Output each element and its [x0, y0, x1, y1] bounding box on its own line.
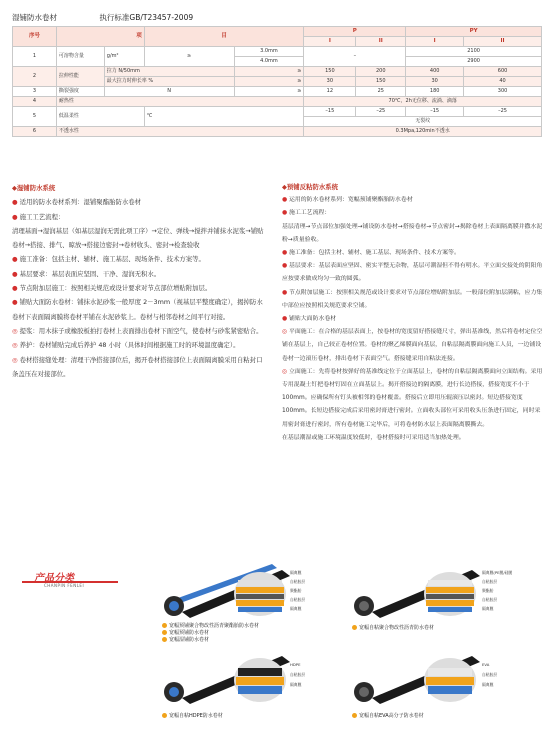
sub-py-i: I [406, 37, 464, 47]
category-badge [22, 568, 118, 592]
product-label: 宽幅预铺防水卷材 [162, 629, 209, 636]
product-label: 宽幅自粘聚合物改性沥青防水卷材 [352, 624, 434, 631]
head-no: 序号 [13, 27, 57, 47]
paragraph: ● 施工工艺流程： [282, 210, 331, 217]
product-label: 宽幅自粘HDPE防水卷材 [162, 712, 223, 719]
paragraph: ● 节点附加层施工：按照相关规范或设计要求对节点部位增贴附加层。一般部位附加层满粘，应力集中部位应按照相关规范要求空铺。 [282, 289, 543, 309]
paragraph: 基层清理→节点部位加强处理→铺设防水卷材→搭接卷材→节点密封→揭除卷材上表面隔离膜并撒水泥粉→质量验收。 [282, 223, 543, 243]
bullet-ring-icon: ◎ [12, 326, 18, 335]
paragraph: ● 运用的防水卷材系列：宽幅预铺聚酯胎防水卷材 [282, 197, 413, 204]
product-label: 宽幅自粘EVA高分子防水卷材 [352, 712, 424, 719]
paragraph: ● 适用的防水卷材系列：湿铺聚酯胎防水卷材 [12, 198, 142, 207]
sub-p-i: I [304, 37, 356, 47]
table-row: 6 不透水性 0.3Mpa,120min不透水 [13, 127, 542, 137]
bullet-dot-icon: ● [12, 212, 18, 221]
paragraph: ● 基层要求：基层表面应坚固、密实平整无杂物，基层可潮湿但不得有明水。平立面交接处的阴阳角应按要求做成均匀一致的圆弧。 [282, 263, 543, 283]
table-row: 最大拉力时伸长率 % ≥ 30 150 30 40 [13, 77, 542, 87]
bullet-dot-icon: ● [12, 198, 18, 207]
paragraph: ◎ 立面施工：先将卷材按弹好的基准线定位于立面基层上，卷材的自粘层隔离膜面向立面结构。采用专用混凝土钉把卷材钉固在立面基层上。揭开搭接边的隔离膜，进行长边搭接，搭接宽度不小于100mm。应确保所有钉头被相邻的卷材覆盖。搭接后立即用压辊滚压以密封。短边搭接宽度100mm。长短边搭接完成后采用密封膏进行密封。立面收头部位可采用收头压条进行固定，同时采用密封膏进行密封，所有卷材施工完毕后，可将卷材防水层上表面隔离膜撕去。 [282, 368, 543, 428]
layer-diagram [422, 656, 478, 704]
paragraph: 清理基面→湿润基层（如基层湿润无需此项工序）→定位、弹线→搅拌并铺抹水泥浆→铺贴卷材→搭接、排气、晾放→搭接边密封→卷材收头、密封→检查验收 [12, 226, 264, 250]
paragraph: ◎ 平面施工：在合格的基层表面上，按卷材的宽度留好搭接缝尺寸，弹出基准线，然后将卷材定位空铺在基层上，自己较正卷材位置。卷材的聚乙烯膜面向基层，自粘层隔离膜面向施工人员，一边铺设卷材一边滚压卷材，排出卷材下表面空气。搭接缝采用自粘法连接。 [282, 329, 543, 362]
product-prelaid: 隔离膜 自粘胶层 聚酯胎 自粘胶层 隔离膜 宽幅预铺聚合物改性沥青聚酯胎防水卷材 宽幅预铺防水卷材 宽幅湿铺防水卷材 [162, 562, 292, 642]
table-row: 3 撕裂强度 N ≥ 12 25 180 300 [13, 87, 542, 97]
layer-diagram [422, 570, 478, 618]
bullet-dot-icon: ● [12, 284, 18, 293]
table-row: 4.0mm 2900 [13, 57, 542, 67]
paragraph: ● 铺贴大面防水卷材：铺抹水泥砂浆一般厚度 2－3mm（视基层平整度确定），揭掉防水卷材下表面隔离膜将卷材平铺在水泥砂浆上。卷材与相邻卷材之间平行对接。 [12, 298, 263, 321]
bullet-dot-icon: ● [282, 197, 288, 204]
bullet-dot-icon [162, 623, 167, 628]
bullet-dot-icon [352, 713, 357, 718]
product-label: 宽幅湿铺防水卷材 [162, 636, 209, 643]
bullet-dot-icon [162, 637, 167, 642]
paragraph: ◎ 卷材搭接缝处理：清理干净搭接部位后，揭开卷材搭接部位上表面隔离膜采用自粘封口条盖压在对接部位。 [12, 355, 263, 378]
page-header [12, 12, 233, 23]
wet-laid-system [12, 181, 267, 381]
paragraph: ● 施工准备：包括主材、辅材、施工基层、现场条件、技术方案等。 [282, 250, 460, 257]
product-eva: EVA 自粘胶层 隔离膜 宽幅自粘EVA高分子防水卷材 [352, 648, 527, 728]
bullet-ring-icon: ◎ [12, 355, 18, 364]
table-row: 4 耐热性 70℃，2h无位移、流淌、滴落 [13, 97, 542, 107]
table-head-row [13, 27, 542, 37]
section-title: ◆湿铺防水系统 [12, 184, 56, 192]
pre-laid-system [282, 181, 544, 445]
bullet-ring-icon: ◎ [282, 329, 288, 336]
bullet-dot-icon [352, 625, 357, 630]
bullet-dot-icon: ● [282, 316, 288, 323]
product-label: 宽幅预铺聚合物改性沥青聚酯胎防水卷材 [162, 622, 259, 629]
table-row: 无裂纹 [13, 117, 542, 127]
sub-p-ii: II [356, 37, 406, 47]
bullet-dot-icon [162, 630, 167, 635]
bullet-dot-icon: ● [12, 255, 18, 264]
bullet-dot-icon [162, 713, 167, 718]
head-item: 项 [56, 27, 144, 47]
bullet-dot-icon: ● [282, 289, 288, 296]
badge-subtitle: CHANPIN FENLEI [44, 583, 85, 588]
paragraph: ◎ 提浆：用木抹子或橡胶板拍打卷材上表面排出卷材下面空气，使卷材与砂浆紧密贴合。 [12, 326, 263, 335]
product-catalog [12, 562, 542, 730]
table-row: 5 低温柔性 ℃ –15 –25 –15 –25 [13, 107, 542, 117]
paragraph: ● 基层要求：基层表面应坚固、干净、湿润无积水。 [12, 269, 161, 278]
bullet-dot-icon: ● [12, 298, 18, 307]
table-row: 1 可溶物含量 g/m² ≥ 3.0mm – 2100 [13, 47, 542, 57]
paragraph: ● 铺贴大面防水卷材 [282, 316, 337, 323]
badge-title: 产品分类 [34, 573, 74, 584]
header-standard: 执行标准GB/T23457-2009 [99, 13, 194, 22]
bullet-ring-icon: ◎ [12, 341, 18, 350]
header-product: 湿铺防水卷材 [12, 13, 57, 22]
paragraph: ● 节点附加层施工：按照相关规范或设计要求对节点部位增贴附加层。 [12, 284, 212, 293]
head-p: P [304, 27, 406, 37]
layer-diagram [232, 656, 288, 704]
bullet-dot-icon: ● [282, 210, 288, 217]
bullet-dot-icon: ● [282, 263, 288, 270]
head-py: PY [406, 27, 542, 37]
layer-diagram [232, 570, 288, 618]
product-self-adhesive: 隔离膜(PE膜/硅膜 自粘胶层 聚酯胎 自粘胶层 隔离膜 宽幅自粘聚合物改性沥青防水卷材 [352, 562, 537, 642]
table-row: 2 拉伸性能 拉力 N/50mm ≥ 150 200 400 600 [13, 67, 542, 77]
paragraph: ● 施工工艺流程： [12, 212, 65, 221]
paragraph: ◎ 养护：卷材铺贴完成后养护 48 小时（具体时间根据施工时的环境温度确定）。 [12, 341, 240, 350]
bullet-dot-icon: ● [12, 269, 18, 278]
bullet-ring-icon: ◎ [282, 368, 288, 375]
spec-table [12, 26, 542, 137]
bullet-dot-icon: ● [282, 250, 288, 257]
paragraph: 在基层潮湿或施工环境温度较低时，卷材搭接时可采用适当加热处理。 [282, 434, 465, 441]
sub-py-ii: II [464, 37, 542, 47]
head-item2: 目 [144, 27, 304, 47]
section-title: ◆预铺反粘防水系统 [282, 183, 339, 191]
product-hdpe: HDPE 自粘胶层 隔离膜 宽幅自粘HDPE防水卷材 [162, 648, 322, 728]
paragraph: ● 施工准备：包括主材、辅材、施工基层、现场条件、技术方案等。 [12, 255, 205, 264]
